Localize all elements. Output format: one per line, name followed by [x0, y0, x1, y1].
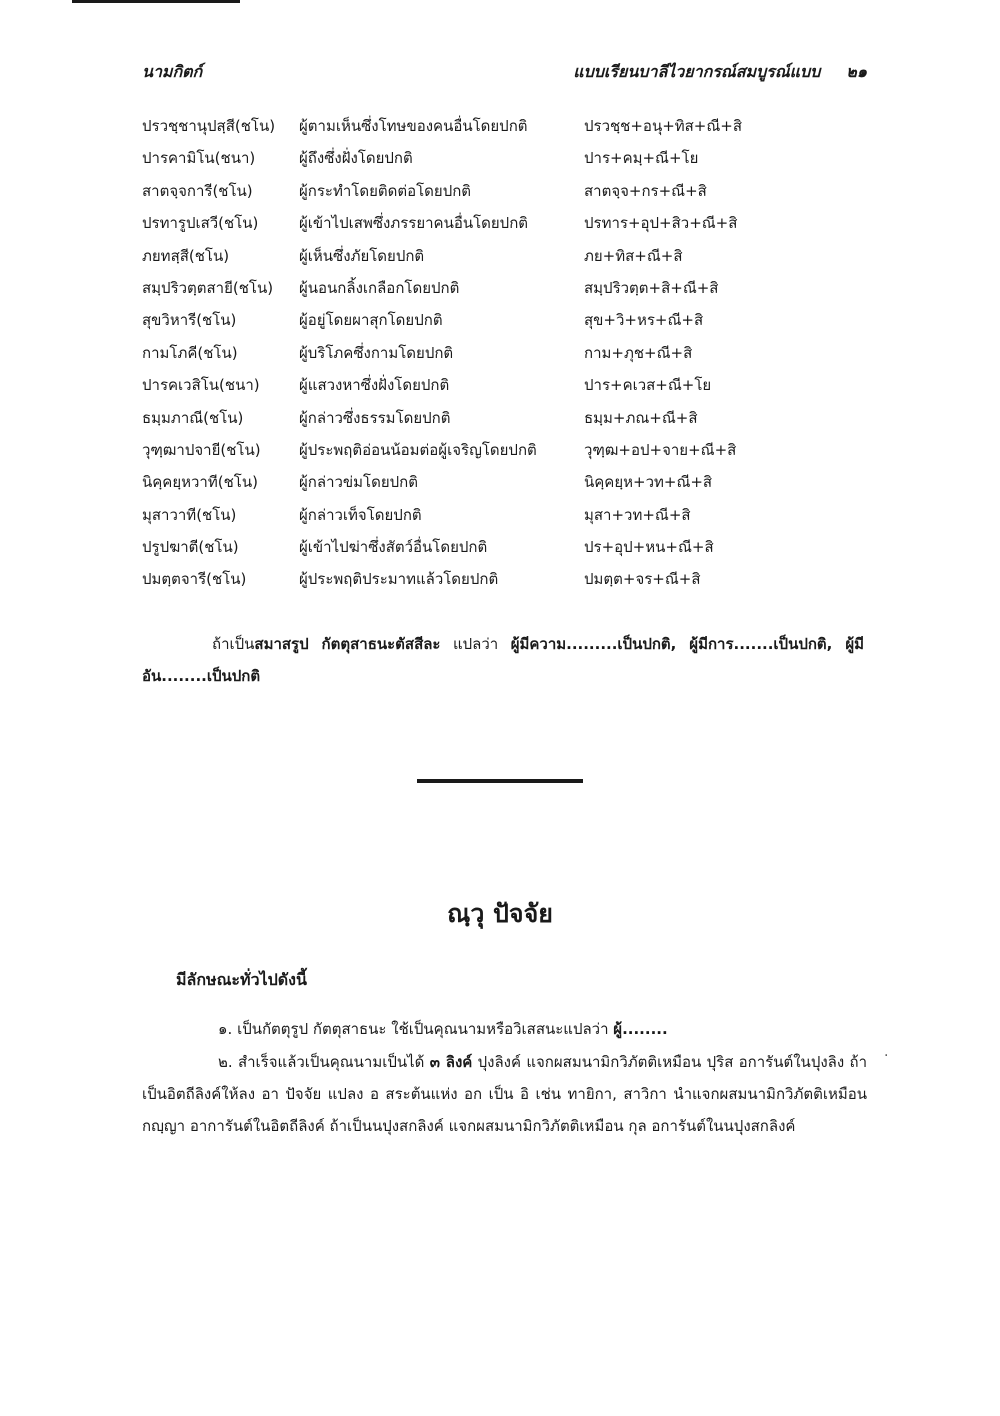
vocab-row [142, 337, 882, 369]
vocab-word: นิคฺคยฺหวาที(ชโน) [142, 473, 258, 492]
vocab-row [142, 466, 882, 498]
vocab-formation: มุสา+วท+ณี+สิ [584, 505, 691, 524]
note-bold-term: สมาสรูป กัตตุสาธนะตัสสีละ [254, 635, 441, 653]
vocab-meaning: ผู้เข้าไปเสพซึ่งภรรยาคนอื่นโดยปกติ [299, 214, 529, 233]
vocab-word: วุฑฺฒาปจายี(ชโน) [142, 440, 261, 459]
vocab-formation: กาม+ภุช+ณี+สิ [584, 343, 693, 362]
vocab-formation: สุข+วิ+หร+ณี+สิ [584, 311, 704, 330]
vocab-row [142, 563, 882, 595]
vocab-formation: ธมฺม+ภณ+ณี+สิ [584, 408, 698, 427]
section-title: ณฺวุ ปัจจัย [447, 899, 553, 928]
vocab-meaning: ผู้เห็นซึ่งภัยโดยปกติ [299, 246, 425, 265]
list-item-1 [218, 1013, 878, 1045]
vocab-formation: ปรทาร+อุป+สิว+ณี+สิ [584, 214, 738, 233]
list-item-1-number: ๑. [218, 1020, 233, 1038]
vocab-meaning: ผู้แสวงหาซึ่งฝั่งโดยปกติ [299, 376, 450, 395]
vocab-formation: ปาร+คเวส+ณี+โย [584, 376, 712, 395]
vocab-formation: ภย+ทิส+ณี+สิ [584, 246, 683, 265]
vocab-word: ปรูปฆาตี(ชโน) [142, 538, 239, 557]
page-number: ๒๑ [846, 62, 867, 81]
vocab-word: ปารคามิโน(ชนา) [142, 149, 256, 168]
vocab-row [142, 531, 882, 563]
explanatory-note [142, 628, 864, 692]
vocab-meaning: ผู้กระทำโดยติดต่อโดยปกติ [299, 181, 472, 200]
vocab-word: สุขวิหารี(ชโน) [142, 311, 237, 330]
vocab-row [142, 499, 882, 531]
vocab-row [142, 240, 882, 272]
vocab-meaning: ผู้ประพฤติประมาทแล้วโดยปกติ [299, 570, 499, 589]
vocab-row [142, 110, 882, 142]
vocab-meaning: ผู้ประพฤติอ่อนน้อมต่อผู้เจริญโดยปกติ [299, 440, 537, 459]
vocab-meaning: ผู้อยู่โดยผาสุกโดยปกติ [299, 311, 443, 330]
vocab-meaning: ผู้กล่าวเท็จโดยปกติ [299, 505, 422, 524]
vocab-meaning: ผู้บริโภคซึ่งกามโดยปกติ [299, 343, 454, 362]
vocab-word: มุสาวาที(ชโน) [142, 505, 237, 524]
vocab-word: ปรทารูปเสวี(ชโน) [142, 214, 259, 233]
list-item-2-text-1: สำเร็จแล้วเป็นคุณนามเป็นได้ [232, 1053, 430, 1071]
vocab-formation: สมฺปริวตฺต+สิ+ณี+สิ [584, 278, 719, 297]
list-item-2-number: ๒. [218, 1053, 233, 1071]
vocab-row [142, 369, 882, 401]
vocab-meaning: ผู้นอนกลิ้งเกลือกโดยปกติ [299, 278, 460, 297]
running-header [142, 60, 867, 90]
list-item-2-text-2: ปุงลิงค์ แจกผสมนามิกวิภัตติเหมือน ปุริส อการันต์ในปุงลิง ถ้าเป็นอิตถีลิงค์ให้ลง อา ปัจจัย แปลง อ สระต้นแห่ง อก เป็น อิ เช่น ทายิกา, สาวิกา นำแจกผสมนามิกวิภัตติเหมือน กญฺญา อาการันต์ในอิตถีลิงค์ ถ้าเป็นนปุงสกลิงค์ แจกผสมนามิกวิภัตติเหมือน กุล อการันต์ในนปุงสกลิงค์ [142, 1053, 867, 1135]
vocab-row [142, 402, 882, 434]
vocab-formation: ปรวชฺช+อนุ+ทิส+ณี+สิ [584, 117, 743, 135]
section-subheading: มีลักษณะทั่วไปดังนี้ [176, 970, 307, 989]
vocab-word: ปรวชฺชานุปสฺสี(ชโน) [142, 117, 276, 135]
note-text-1: ถ้าเป็น [212, 635, 255, 653]
vocab-word: ปมตฺตจารี(ชโน) [142, 570, 247, 589]
list-item-1-text: เป็นกัตตุรูป กัตตุสาธนะ ใช้เป็นคุณนามหรือวิเสสนะแปลว่า [232, 1020, 614, 1038]
list-item-1-bold: ผู้........ [613, 1020, 668, 1038]
list-item-2-bold: ๓ ลิงค์ [429, 1053, 473, 1071]
stray-mark: · [884, 1048, 889, 1064]
running-head-section: นามกิตก์ [142, 62, 203, 81]
vocab-meaning: ผู้กล่าวข่มโดยปกติ [299, 473, 418, 492]
running-head-book-title: แบบเรียนบาลีไวยากรณ์สมบูรณ์แบบ [573, 62, 821, 81]
vocab-word: สาตจฺจการี(ชโน) [142, 181, 253, 200]
vocab-word: สมฺปริวตฺตสายี(ชโน) [142, 278, 274, 297]
vocab-row [142, 434, 882, 466]
vocab-formation: สาตจฺจ+กร+ณี+สิ [584, 181, 707, 200]
vocab-formation: นิคฺคยฺห+วท+ณี+สิ [584, 473, 713, 492]
note-bold-translation: ผู้มีความ.........เป็นปกติ, ผู้มีการ.......เป็นปกติ, ผู้มีอัน........เป็นปกติ [142, 635, 864, 685]
vocab-word: ภยทสฺสี(ชโน) [142, 246, 230, 265]
vocab-formation: ปร+อุป+หน+ณี+สิ [584, 538, 714, 557]
vocab-word: กามโภคี(ชโน) [142, 343, 238, 362]
vocab-meaning: ผู้เข้าไปฆ่าซึ่งสัตว์อื่นโดยปกติ [299, 538, 488, 557]
section-divider [417, 779, 583, 783]
vocab-meaning: ผู้กล่าวซึ่งธรรมโดยปกติ [299, 408, 451, 427]
vocab-row [142, 142, 882, 174]
vocab-row [142, 207, 882, 239]
running-head-title-group [573, 60, 867, 85]
vocab-formation: ปมตฺต+จร+ณี+สิ [584, 570, 701, 589]
top-edge-rule [72, 0, 240, 3]
vocab-word: ปารคเวสิโน(ชนา) [142, 376, 260, 395]
vocab-formation: ปาร+คมฺ+ณี+โย [584, 149, 699, 168]
vocab-formation: วุฑฺฒ+อป+จาย+ณี+สิ [584, 440, 737, 459]
vocabulary-list [142, 110, 882, 596]
vocab-meaning: ผู้ตามเห็นซึ่งโทษของคนอื่นโดยปกติ [299, 117, 528, 135]
vocab-row [142, 304, 882, 336]
vocab-row [142, 272, 882, 304]
vocab-word: ธมฺมภาณี(ชโน) [142, 408, 244, 427]
note-text-2: แปลว่า [440, 635, 511, 653]
vocab-meaning: ผู้ถึงซึ่งฝั่งโดยปกติ [299, 149, 413, 168]
vocab-row [142, 175, 882, 207]
list-item-2 [142, 1046, 867, 1142]
